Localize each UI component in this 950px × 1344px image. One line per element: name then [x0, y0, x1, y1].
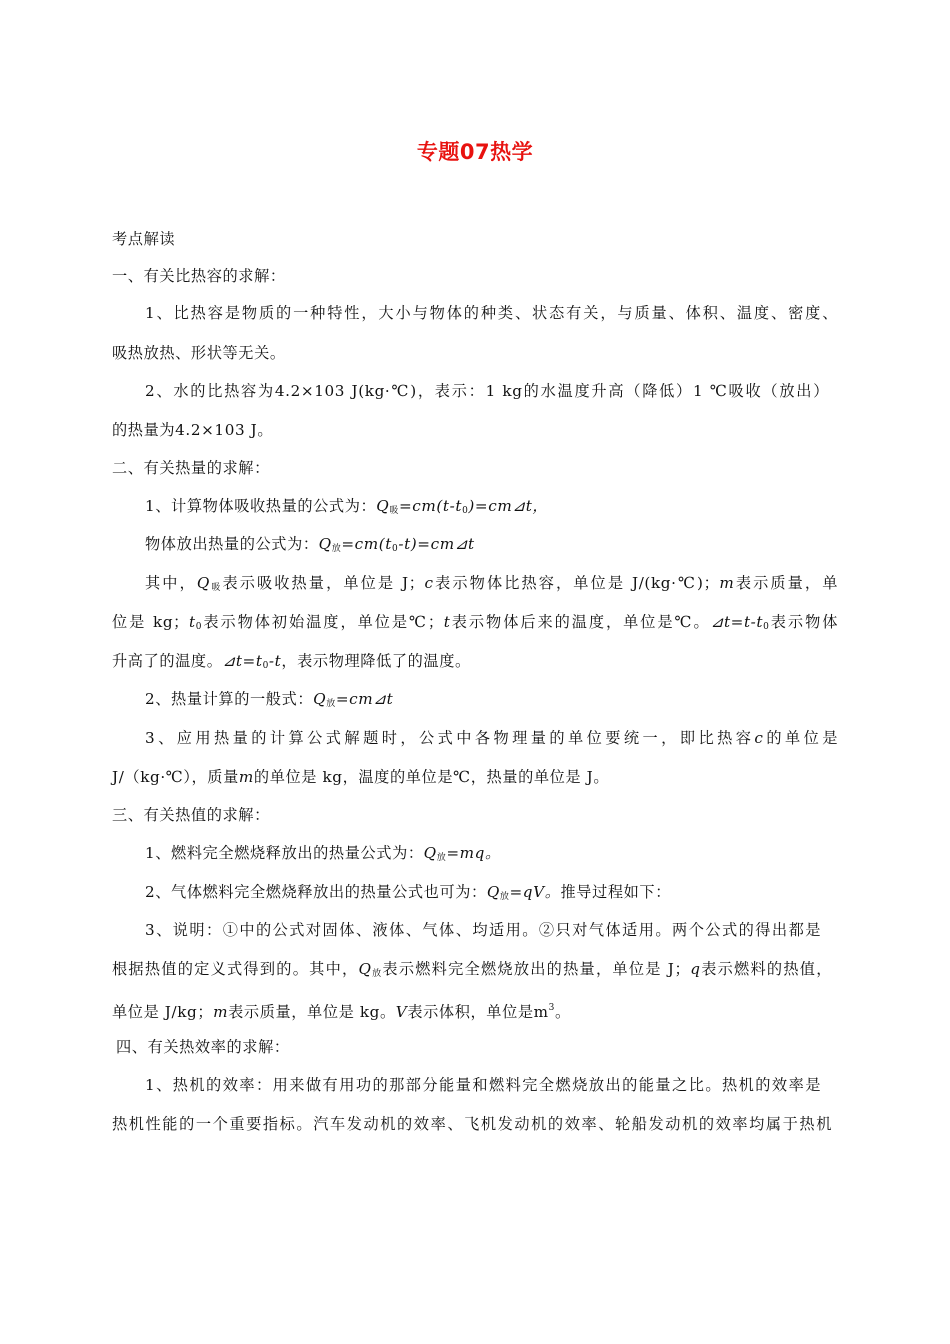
section-3-p2: 2、气体燃料完全燃烧释放出的热量公式也可为：$Q_放=qV$。推导过程如下：	[145, 883, 672, 902]
section-4-p1-line2: 热机性能的一个重要指标。汽车发动机的效率、飞机发动机的效率、轮船发动机的效率均属于热机	[112, 1115, 832, 1133]
section-2-p3-line2: J/（kg·℃），质量m的单位是 kg，温度的单位是℃，热量的单位是 J。	[112, 768, 610, 786]
absorb-label: 1、计算物体吸收热量的公式为：	[145, 497, 377, 515]
section-1-p2-line2: 的热量为4.2×103 J。	[112, 421, 274, 439]
release-formula-line	[145, 534, 475, 559]
section-1-p2-line1: 2、水的比热容为4.2×103 J(kg·℃)，表示：1 kg的水温度升高（降低）1 ℃吸收（放出）	[145, 382, 829, 400]
section-3-p3-line1: 3、说明：①中的公式对固体、液体、气体、均适用。②只对气体适用。两个公式的得出都是	[145, 921, 821, 939]
section-3-heading: 三、有关热值的求解：	[112, 806, 270, 824]
section-1-heading: 一、有关比热容的求解：	[112, 267, 286, 285]
release-label: 物体放出热量的公式为：	[145, 535, 319, 553]
section-3-p3-line2: 根据热值的定义式得到的。其中，$Q_放$表示燃料完全燃烧放出的热量，单位是 J；q表示燃料的热值，	[112, 960, 832, 979]
section-1-p1-line2: 吸热放热、形状等无关。	[112, 344, 286, 362]
section-2-heading: 二、有关热量的求解：	[112, 459, 270, 477]
section-4-heading: 四、有关热效率的求解：	[116, 1038, 290, 1056]
section-4-p1-line1: 1、热机的效率：用来做有用功的那部分能量和燃料完全燃烧放出的能量之比。热机的效率是	[145, 1076, 821, 1094]
general-formula-line: 2、热量计算的一般式：$Q_放=cm⊿t$	[145, 690, 394, 709]
page-title: 专题07热学	[416, 140, 534, 164]
section-2-p3-line1: 3、应用热量的计算公式解题时，公式中各物理量的单位要统一，即比热容c的单位是	[145, 729, 838, 747]
section-2-explain-line3: 升高了的温度。$⊿t=t_0-t$，表示物理降低了的温度。	[112, 652, 471, 671]
section-2-explain-line1: 其中，$Q_吸$表示吸收热量，单位是 J；c表示物体比热容，单位是 J/(kg·℃)；m表示质量，单	[145, 574, 838, 593]
section-3-p3-line3: 单位是 J/kg；m表示质量，单位是 kg。V表示体积，单位是$m^3$。	[112, 1003, 571, 1021]
section-3-p1: 1、燃料完全燃烧释放出的热量公式为：$Q_放=mq$。	[145, 844, 501, 863]
section-2-explain-line2: 位是 kg；$t_0$表示物体初始温度，单位是℃；t表示物体后来的温度，单位是℃。$⊿t=t-t_0$表示物体	[112, 613, 838, 632]
absorb-formula: $Q_吸=cm(t-t_0)=cm⊿t$，	[376, 497, 549, 516]
section-1-p1-line1: 1、比热容是物质的一种特性，大小与物体的种类、状态有关，与质量、体积、温度、密度、	[145, 304, 838, 322]
absorb-formula-line	[145, 496, 548, 521]
section-intro: 考点解读	[112, 230, 176, 248]
release-formula: $Q_放=cm(t_0-t)=cm⊿t$	[318, 535, 475, 554]
